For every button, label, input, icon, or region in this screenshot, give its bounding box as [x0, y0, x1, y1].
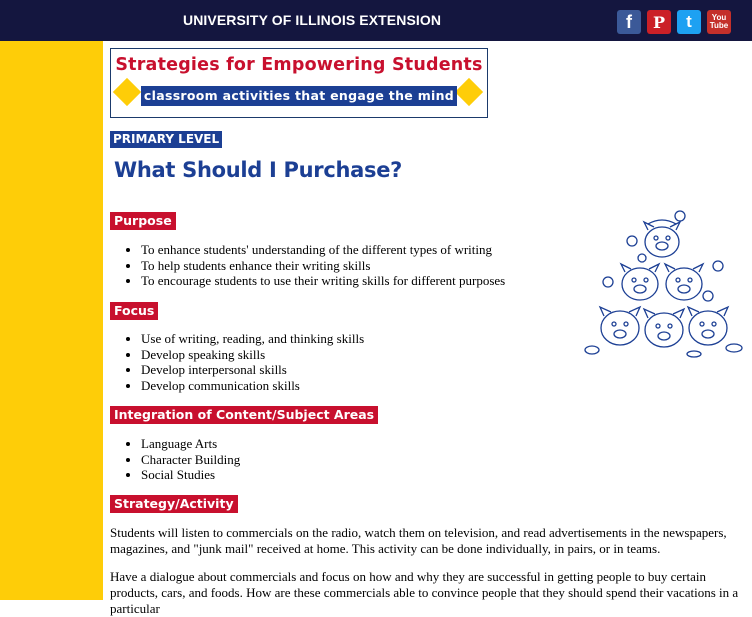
banner-subtitle: classroom activities that engage the mind — [141, 86, 457, 106]
left-sidebar — [0, 41, 103, 600]
left-diamond — [113, 78, 141, 106]
list-item: • Develop communication skills — [141, 378, 364, 394]
page-title: What Should I Purchase? — [114, 158, 403, 182]
integration-list — [110, 436, 240, 483]
piggy-bank-icon — [585, 211, 742, 357]
strategy-heading: Strategy/Activity — [110, 495, 238, 513]
integration-heading: Integration of Content/Subject Areas — [110, 406, 378, 424]
list-item: • Develop speaking skills — [141, 347, 364, 363]
pinterest-glyph: P — [652, 12, 666, 32]
list-item: • Develop interpersonal skills — [141, 362, 364, 378]
right-diamond — [455, 78, 483, 106]
focus-list — [110, 331, 364, 393]
site-title[interactable]: UNIVERSITY OF ILLINOIS EXTENSION — [183, 12, 442, 28]
strategies-banner[interactable] — [110, 48, 488, 118]
list-item: • To encourage students to use their writing skills for different purposes — [141, 273, 505, 289]
list-item: • Language Arts — [141, 436, 240, 452]
banner-title: Strategies for Empowering Students — [115, 55, 483, 75]
list-item: • To help students enhance their writing skills — [141, 258, 505, 274]
list-item: • Use of writing, reading, and thinking skills — [141, 331, 364, 347]
purpose-list — [110, 242, 505, 289]
level-badge: PRIMARY LEVEL — [110, 131, 222, 148]
focus-heading: Focus — [110, 302, 158, 320]
twitter-glyph: t — [686, 12, 692, 31]
youtube-icon[interactable] — [707, 10, 731, 34]
list-item: • Character Building — [141, 452, 240, 468]
strategy-paragraph: Have a dialogue about commercials and focus on how and why they are successful in getting people to buy certain products, cars, and foods. How are these commercials able to convince people that they should spend their vacations in a particular — [110, 569, 739, 616]
facebook-glyph: f — [626, 11, 632, 32]
top-bar — [0, 0, 752, 41]
purpose-heading: Purpose — [110, 212, 176, 230]
list-item: • Social Studies — [141, 467, 240, 483]
youtube-glyph: You Tube — [709, 13, 729, 30]
piggy-bank-pyramid-illustration — [584, 208, 744, 360]
facebook-icon[interactable] — [617, 10, 641, 34]
twitter-icon[interactable] — [677, 10, 701, 34]
strategy-paragraph: Students will listen to commercials on the radio, watch them on television, and read advertisements in the newspapers, magazines, and "junk mail" received at home. This activity can be done individually, in pairs, or in teams. — [110, 525, 727, 556]
pinterest-icon[interactable] — [647, 10, 671, 34]
list-item: • To enhance students' understanding of the different types of writing — [141, 242, 505, 258]
